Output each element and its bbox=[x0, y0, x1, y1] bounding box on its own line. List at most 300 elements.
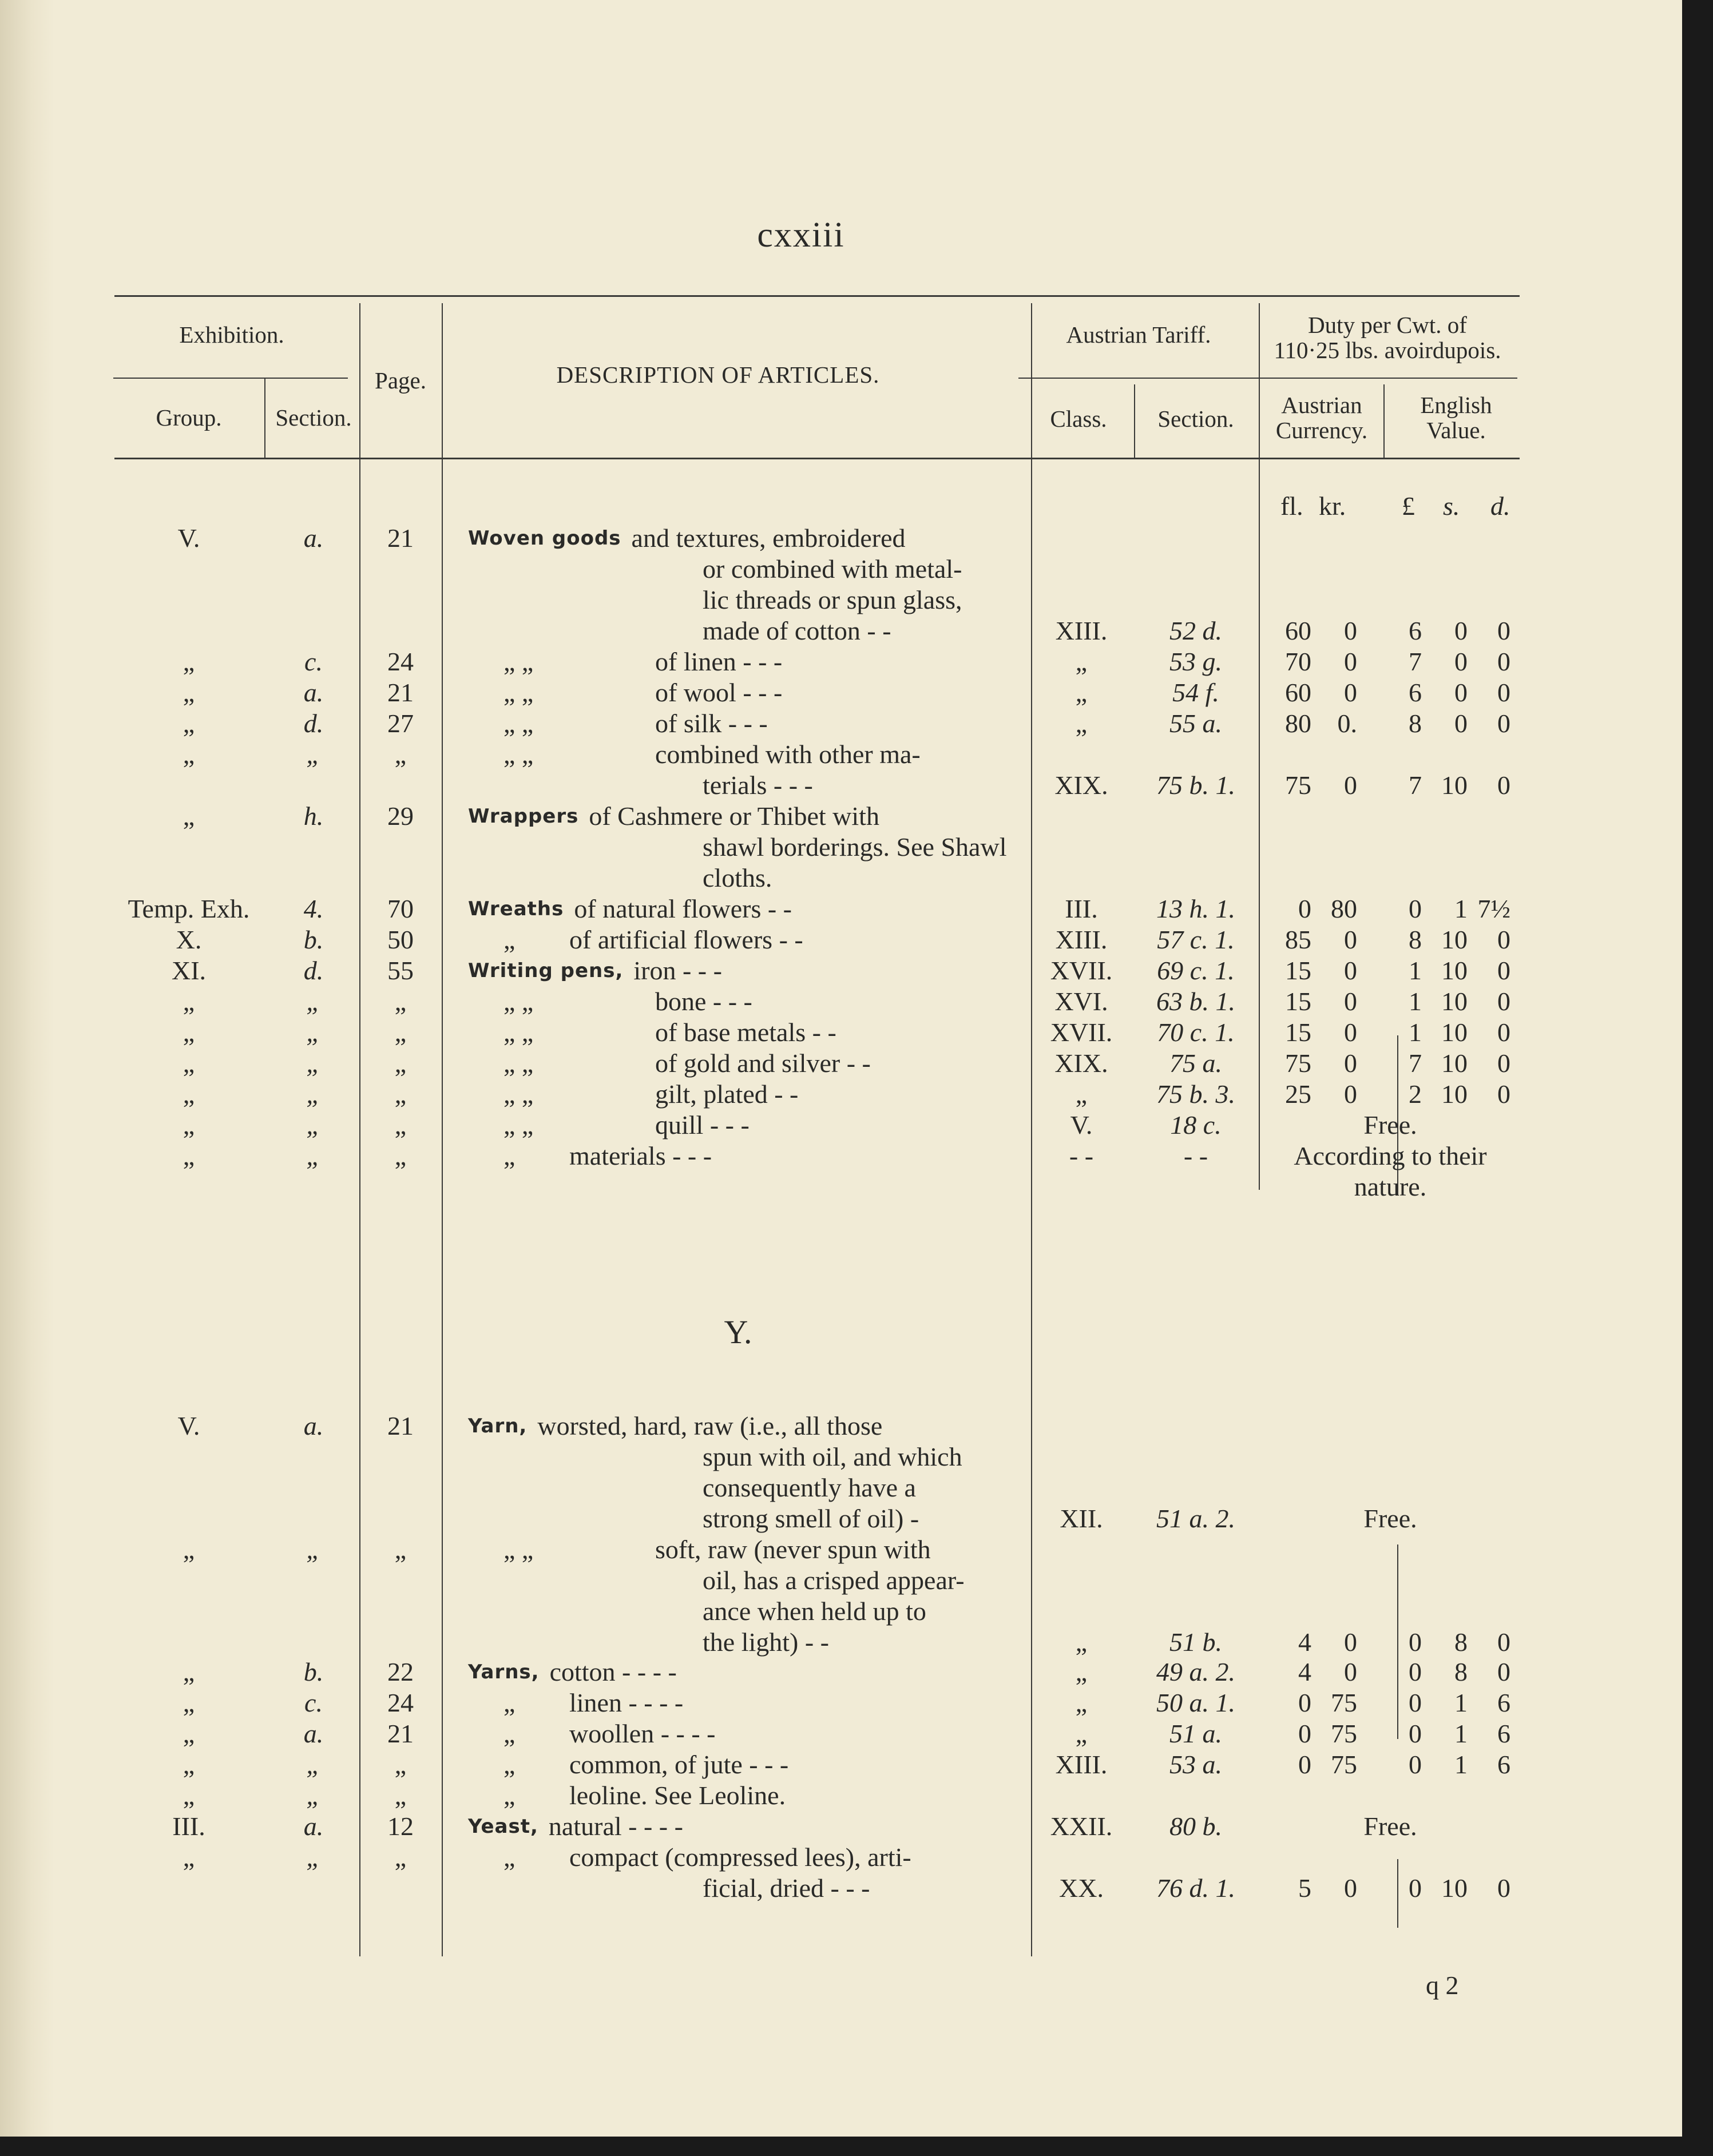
row-class: III. bbox=[1065, 894, 1098, 923]
row-duty-note-continued: nature. bbox=[1354, 1172, 1427, 1201]
row-ditto: „ bbox=[503, 1843, 516, 1872]
row-shillings: 10 bbox=[1441, 1079, 1468, 1109]
row-florins: 0 bbox=[1298, 1688, 1311, 1717]
row-florins: 15 bbox=[1285, 1018, 1311, 1047]
row-page: 70 bbox=[387, 894, 414, 923]
row-description-line: linen - - - - bbox=[569, 1688, 684, 1717]
row-tariff-section: 80 b. bbox=[1169, 1812, 1222, 1841]
row-kreuzer: 0 bbox=[1344, 1079, 1357, 1109]
header-duty-line1: Duty per Cwt. of bbox=[1308, 312, 1467, 338]
row-page: 24 bbox=[387, 647, 414, 676]
row-tariff-section: 18 c. bbox=[1170, 1110, 1222, 1139]
row-pence: 6 bbox=[1497, 1688, 1510, 1717]
currency-divider-fragment-3 bbox=[1397, 1859, 1398, 1928]
row-shillings: 10 bbox=[1441, 956, 1468, 985]
row-florins: 0 bbox=[1298, 1750, 1311, 1779]
row-description-line: lic threads or spun glass, bbox=[703, 585, 962, 614]
header-class: Class. bbox=[1050, 406, 1107, 432]
row-group: „ bbox=[183, 678, 195, 707]
header-austrian-tariff: Austrian Tariff. bbox=[1066, 321, 1211, 348]
header-english-value-1: English bbox=[1420, 392, 1492, 418]
row-description-line: or combined with metal- bbox=[703, 554, 962, 583]
row-page: „ bbox=[394, 1079, 407, 1109]
row-page: „ bbox=[394, 987, 407, 1016]
row-shillings: 1 bbox=[1454, 1750, 1468, 1779]
row-class: „ bbox=[1075, 1079, 1088, 1109]
row-description-line: iron - - - bbox=[633, 956, 722, 985]
header-english-value-2: Value. bbox=[1426, 417, 1486, 443]
row-section: „ bbox=[306, 987, 321, 1016]
row-page: 24 bbox=[387, 1688, 414, 1717]
row-florins: 4 bbox=[1298, 1627, 1311, 1657]
row-duty-note: Free. bbox=[1363, 1812, 1417, 1841]
row-pounds: 1 bbox=[1409, 956, 1422, 985]
row-pounds: 8 bbox=[1409, 709, 1422, 738]
row-description-line: soft, raw (never spun with bbox=[655, 1535, 931, 1564]
row-pounds: 1 bbox=[1409, 1018, 1422, 1047]
row-ditto: „ „ bbox=[503, 647, 534, 676]
row-pence: 0 bbox=[1497, 771, 1510, 800]
row-description-line: of wool - - - bbox=[655, 678, 783, 707]
row-section: d. bbox=[303, 956, 324, 985]
row-pence: 0 bbox=[1497, 987, 1510, 1016]
row-ditto: „ „ bbox=[503, 1018, 534, 1047]
row-florins: 80 bbox=[1285, 709, 1311, 738]
page-desc-divider bbox=[442, 303, 443, 1956]
row-pounds: 0 bbox=[1409, 1719, 1422, 1748]
row-pence: 0 bbox=[1497, 956, 1510, 985]
unit-shilling: s. bbox=[1443, 491, 1460, 521]
row-tariff-section: 70 c. 1. bbox=[1157, 1018, 1235, 1047]
row-shillings: 1 bbox=[1454, 1719, 1468, 1748]
group-section-divider bbox=[264, 379, 265, 459]
row-tariff-section: 63 b. 1. bbox=[1156, 987, 1235, 1016]
row-description-line: of silk - - - bbox=[655, 709, 768, 738]
row-ditto: „ bbox=[503, 1781, 516, 1810]
row-pounds: 7 bbox=[1409, 647, 1422, 676]
row-description-line: ficial, dried - - - bbox=[703, 1873, 870, 1903]
row-florins: 60 bbox=[1285, 678, 1311, 707]
row-duty-note: Free. bbox=[1363, 1110, 1417, 1139]
row-section: „ bbox=[306, 1535, 321, 1564]
row-pounds: 0 bbox=[1409, 894, 1422, 923]
row-shillings: 0 bbox=[1454, 647, 1468, 676]
row-shillings: 10 bbox=[1441, 925, 1468, 954]
row-shillings: 8 bbox=[1454, 1657, 1468, 1686]
row-page: 12 bbox=[387, 1812, 414, 1841]
row-group: „ bbox=[183, 1079, 195, 1109]
row-keyword: Writing pens, bbox=[468, 959, 624, 982]
row-shillings: 1 bbox=[1454, 894, 1468, 923]
row-shillings: 10 bbox=[1441, 987, 1468, 1016]
class-section-divider bbox=[1134, 384, 1135, 458]
row-group: „ bbox=[183, 1750, 195, 1779]
row-florins: 85 bbox=[1285, 925, 1311, 954]
header-exhibition: Exhibition. bbox=[179, 321, 284, 348]
row-tariff-section: 75 b. 3. bbox=[1156, 1079, 1235, 1109]
row-page: 21 bbox=[387, 523, 414, 553]
row-page: „ bbox=[394, 1049, 407, 1078]
row-class: XIX. bbox=[1054, 771, 1108, 800]
tariff-duty-divider bbox=[1259, 303, 1260, 1190]
row-page: „ bbox=[394, 1781, 407, 1810]
row-kreuzer: 75 bbox=[1331, 1719, 1357, 1748]
row-ditto: „ bbox=[503, 1141, 516, 1170]
row-page: „ bbox=[394, 1843, 407, 1872]
row-tariff-section: 55 a. bbox=[1169, 709, 1222, 738]
row-class: „ bbox=[1075, 647, 1088, 676]
header-description: DESCRIPTION OF ARTICLES. bbox=[556, 362, 880, 388]
row-shillings: 1 bbox=[1454, 1688, 1468, 1717]
row-pence: 0 bbox=[1497, 1627, 1510, 1657]
row-pounds: 2 bbox=[1409, 1079, 1422, 1109]
row-ditto: „ bbox=[503, 1750, 516, 1779]
row-group: V. bbox=[177, 523, 200, 553]
row-class: XIII. bbox=[1055, 616, 1108, 645]
row-section: h. bbox=[303, 801, 324, 831]
row-pence: 0 bbox=[1497, 1657, 1510, 1686]
row-pence: 0 bbox=[1497, 1873, 1510, 1903]
unit-fl: fl. bbox=[1280, 491, 1303, 521]
row-group: „ bbox=[183, 1141, 195, 1170]
row-group: X. bbox=[176, 925, 202, 954]
page-spine-shadow bbox=[0, 0, 54, 2137]
section-letter-y: Y. bbox=[724, 1313, 752, 1351]
row-tariff-section: 51 b. bbox=[1169, 1627, 1222, 1657]
row-ditto: „ „ bbox=[503, 1535, 534, 1564]
row-section: a. bbox=[303, 1411, 324, 1440]
row-description-line: terials - - - bbox=[703, 771, 813, 800]
header-tariff-section: Section. bbox=[1157, 406, 1234, 432]
row-page: „ bbox=[394, 1535, 407, 1564]
row-page: 21 bbox=[387, 1719, 414, 1748]
row-section: 4. bbox=[303, 894, 324, 923]
row-description-line: of artificial flowers - - bbox=[569, 925, 803, 954]
row-florins: 15 bbox=[1285, 956, 1311, 985]
row-group: III. bbox=[172, 1812, 205, 1841]
row-keyword: Yarns, bbox=[468, 1661, 540, 1683]
row-group: „ bbox=[183, 801, 195, 831]
row-group: „ bbox=[183, 1843, 195, 1872]
row-section: „ bbox=[306, 1018, 321, 1047]
row-kreuzer: 0 bbox=[1344, 678, 1357, 707]
row-kreuzer: 0. bbox=[1337, 709, 1357, 738]
row-class: „ bbox=[1075, 678, 1088, 707]
row-pounds: 0 bbox=[1409, 1873, 1422, 1903]
row-florins: 75 bbox=[1285, 1049, 1311, 1078]
row-pence: 0 bbox=[1497, 616, 1510, 645]
row-kreuzer: 75 bbox=[1331, 1688, 1357, 1717]
row-description-line: of Cashmere or Thibet with bbox=[589, 801, 879, 831]
row-keyword: Yarn, bbox=[468, 1415, 528, 1438]
row-tariff-section: 75 b. 1. bbox=[1156, 771, 1235, 800]
row-duty-note: According to their bbox=[1294, 1141, 1487, 1170]
row-pence: 0 bbox=[1497, 1079, 1510, 1109]
row-section: „ bbox=[306, 1843, 321, 1872]
currency-divider-fragment-2 bbox=[1397, 1544, 1398, 1739]
row-pence: 0 bbox=[1497, 647, 1510, 676]
row-pounds: 7 bbox=[1409, 771, 1422, 800]
row-class: „ bbox=[1075, 709, 1088, 738]
row-description-line: of linen - - - bbox=[655, 647, 783, 676]
row-tariff-section: 53 a. bbox=[1169, 1750, 1222, 1779]
row-class: XIII. bbox=[1055, 925, 1108, 954]
row-florins: 70 bbox=[1285, 647, 1311, 676]
row-florins: 15 bbox=[1285, 987, 1311, 1016]
row-class: XX. bbox=[1059, 1873, 1104, 1903]
table-top-rule bbox=[114, 295, 1520, 297]
row-description-line: oil, has a crisped appear- bbox=[703, 1566, 965, 1595]
row-section: b. bbox=[303, 925, 324, 954]
row-description-line: of natural flowers - - bbox=[574, 894, 792, 923]
row-group: „ bbox=[183, 1049, 195, 1078]
row-pounds: 6 bbox=[1409, 616, 1422, 645]
header-section: Section. bbox=[275, 404, 352, 431]
row-florins: 75 bbox=[1285, 771, 1311, 800]
row-tariff-section: 51 a. 2. bbox=[1156, 1504, 1235, 1533]
row-class: XXII. bbox=[1050, 1812, 1113, 1841]
row-keyword: Yeast, bbox=[468, 1815, 538, 1838]
row-ditto: „ „ bbox=[503, 1110, 534, 1139]
row-description-line: and textures, embroidered bbox=[631, 523, 906, 553]
row-class: „ bbox=[1075, 1719, 1088, 1748]
row-kreuzer: 0 bbox=[1344, 616, 1357, 645]
row-ditto: „ „ bbox=[503, 709, 534, 738]
currency-english-divider bbox=[1383, 384, 1385, 458]
row-pounds: 0 bbox=[1409, 1750, 1422, 1779]
row-florins: 25 bbox=[1285, 1079, 1311, 1109]
row-group: „ bbox=[183, 1719, 195, 1748]
row-description-line: cloths. bbox=[703, 863, 772, 892]
row-ditto: „ „ bbox=[503, 1049, 534, 1078]
row-tariff-section: 50 a. 1. bbox=[1156, 1688, 1235, 1717]
row-tariff-section: 52 d. bbox=[1169, 616, 1222, 645]
row-tariff-section: 13 h. 1. bbox=[1156, 894, 1235, 923]
row-tariff-section: 57 c. 1. bbox=[1157, 925, 1235, 954]
row-shillings: 0 bbox=[1454, 678, 1468, 707]
row-group: XI. bbox=[171, 956, 207, 985]
row-pounds: 1 bbox=[1409, 987, 1422, 1016]
row-group: V. bbox=[177, 1411, 200, 1440]
row-florins: 0 bbox=[1298, 894, 1311, 923]
row-pence: 7½ bbox=[1477, 894, 1510, 923]
row-kreuzer: 0 bbox=[1344, 925, 1357, 954]
row-pence: 0 bbox=[1497, 678, 1510, 707]
row-pounds: 6 bbox=[1409, 678, 1422, 707]
row-section: a. bbox=[303, 678, 324, 707]
row-keyword: Wrappers bbox=[468, 805, 579, 828]
row-description-line: of gold and silver - - bbox=[655, 1049, 871, 1078]
row-section: „ bbox=[306, 1110, 321, 1139]
exhibition-subrule bbox=[113, 378, 348, 379]
row-section: a. bbox=[303, 1812, 324, 1841]
row-pounds: 0 bbox=[1409, 1688, 1422, 1717]
row-class: „ bbox=[1075, 1657, 1088, 1686]
row-section: a. bbox=[303, 1719, 324, 1748]
row-kreuzer: 0 bbox=[1344, 956, 1357, 985]
row-section: a. bbox=[303, 523, 324, 553]
row-description-line: cotton - - - - bbox=[549, 1657, 677, 1686]
row-pounds: 0 bbox=[1409, 1627, 1422, 1657]
row-shillings: 10 bbox=[1441, 1018, 1468, 1047]
row-ditto: „ „ bbox=[503, 987, 534, 1016]
row-section: „ bbox=[306, 1049, 321, 1078]
row-description-line: ance when held up to bbox=[703, 1597, 926, 1626]
row-group: „ bbox=[183, 1018, 195, 1047]
row-ditto: „ „ bbox=[503, 740, 534, 769]
header-austrian-currency-1: Austrian bbox=[1281, 392, 1362, 418]
row-page: „ bbox=[394, 1750, 407, 1779]
row-ditto: „ bbox=[503, 1719, 516, 1748]
row-group: „ bbox=[183, 1535, 195, 1564]
row-description-line: common, of jute - - - bbox=[569, 1750, 789, 1779]
row-description-line: leoline. See Leoline. bbox=[569, 1781, 786, 1810]
row-group: „ bbox=[183, 987, 195, 1016]
row-description-line: shawl borderings. See Shawl bbox=[703, 832, 1007, 861]
tariff-subrule bbox=[1018, 378, 1517, 379]
row-pounds: 7 bbox=[1409, 1049, 1422, 1078]
row-pence: 0 bbox=[1497, 925, 1510, 954]
row-ditto: „ bbox=[503, 1688, 516, 1717]
row-kreuzer: 0 bbox=[1344, 647, 1357, 676]
row-section: „ bbox=[306, 1750, 321, 1779]
row-pence: 0 bbox=[1497, 1049, 1510, 1078]
row-class: XVII. bbox=[1050, 1018, 1113, 1047]
row-tariff-section: 53 g. bbox=[1169, 647, 1222, 676]
row-shillings: 10 bbox=[1441, 1049, 1468, 1078]
footer-signature: q 2 bbox=[1426, 1971, 1459, 2000]
row-kreuzer: 0 bbox=[1344, 1049, 1357, 1078]
row-page: „ bbox=[394, 740, 407, 769]
row-group: „ bbox=[183, 1657, 195, 1686]
row-class: „ bbox=[1075, 1688, 1088, 1717]
header-austrian-currency-2: Currency. bbox=[1275, 417, 1368, 443]
row-group: „ bbox=[183, 1110, 195, 1139]
row-group: „ bbox=[183, 709, 195, 738]
row-description-line: made of cotton - - bbox=[703, 616, 891, 645]
header-group: Group. bbox=[156, 404, 222, 431]
row-kreuzer: 0 bbox=[1344, 1627, 1357, 1657]
header-bottom-rule bbox=[114, 458, 1520, 459]
row-shillings: 10 bbox=[1441, 771, 1468, 800]
row-page: 55 bbox=[387, 956, 414, 985]
row-duty-note: Free. bbox=[1363, 1504, 1417, 1533]
row-description-line: consequently have a bbox=[703, 1473, 916, 1502]
row-section: b. bbox=[303, 1657, 324, 1686]
unit-pence: d. bbox=[1490, 491, 1510, 521]
row-shillings: 8 bbox=[1454, 1627, 1468, 1657]
row-description-line: combined with other ma- bbox=[655, 740, 921, 769]
row-description-line: materials - - - bbox=[569, 1141, 712, 1170]
row-shillings: 10 bbox=[1441, 1873, 1468, 1903]
row-group: „ bbox=[183, 1781, 195, 1810]
row-description-line: the light) - - bbox=[703, 1627, 829, 1657]
row-tariff-section: 75 a. bbox=[1169, 1049, 1222, 1078]
row-description-line: quill - - - bbox=[655, 1110, 750, 1139]
row-group: Temp. Exh. bbox=[128, 894, 250, 923]
desc-class-divider bbox=[1031, 303, 1032, 1956]
section-page-divider bbox=[359, 303, 360, 1956]
header-page: Page. bbox=[375, 367, 426, 394]
row-florins: 0 bbox=[1298, 1719, 1311, 1748]
unit-pound: £ bbox=[1402, 491, 1415, 521]
row-tariff-section: 54 f. bbox=[1172, 678, 1219, 707]
row-shillings: 0 bbox=[1454, 709, 1468, 738]
row-tariff-section: 49 a. 2. bbox=[1156, 1657, 1235, 1686]
row-keyword: Woven goods bbox=[468, 527, 621, 550]
row-kreuzer: 80 bbox=[1331, 894, 1357, 923]
row-pence: 0 bbox=[1497, 1018, 1510, 1047]
row-class: XIII. bbox=[1055, 1750, 1108, 1779]
row-ditto: „ „ bbox=[503, 678, 534, 707]
row-class: XIX. bbox=[1054, 1049, 1108, 1078]
row-section: „ bbox=[306, 1781, 321, 1810]
row-group: „ bbox=[183, 740, 195, 769]
unit-kr: kr. bbox=[1319, 491, 1346, 521]
row-section: d. bbox=[303, 709, 324, 738]
page-number: cxxiii bbox=[757, 216, 845, 255]
row-description-line: woollen - - - - bbox=[569, 1719, 716, 1748]
row-ditto: „ „ bbox=[503, 1079, 534, 1109]
row-florins: 4 bbox=[1298, 1657, 1311, 1686]
row-page: 22 bbox=[387, 1657, 414, 1686]
row-florins: 5 bbox=[1298, 1873, 1311, 1903]
row-tariff-section: 76 d. 1. bbox=[1156, 1873, 1235, 1903]
row-page: „ bbox=[394, 1141, 407, 1170]
row-page: 27 bbox=[387, 709, 414, 738]
row-description-line: worsted, hard, raw (i.e., all those bbox=[537, 1411, 883, 1440]
row-shillings: 0 bbox=[1454, 616, 1468, 645]
row-page: 50 bbox=[387, 925, 414, 954]
row-group: „ bbox=[183, 1688, 195, 1717]
row-class: - - bbox=[1069, 1141, 1094, 1170]
row-class: V. bbox=[1070, 1110, 1093, 1139]
row-page: „ bbox=[394, 1110, 407, 1139]
header-duty-line2: 110·25 lbs. avoirdupois. bbox=[1274, 337, 1501, 363]
row-pounds: 0 bbox=[1409, 1657, 1422, 1686]
row-section: c. bbox=[304, 1688, 323, 1717]
row-pounds: 8 bbox=[1409, 925, 1422, 954]
row-kreuzer: 0 bbox=[1344, 987, 1357, 1016]
row-description-line: of base metals - - bbox=[655, 1018, 836, 1047]
row-class: XII. bbox=[1060, 1504, 1103, 1533]
row-kreuzer: 75 bbox=[1331, 1750, 1357, 1779]
row-pence: 0 bbox=[1497, 709, 1510, 738]
row-description-line: spun with oil, and which bbox=[703, 1442, 962, 1471]
row-class: XVII. bbox=[1050, 956, 1113, 985]
row-description-line: bone - - - bbox=[655, 987, 752, 1016]
row-section: „ bbox=[306, 1079, 321, 1109]
row-description-line: natural - - - - bbox=[548, 1812, 683, 1841]
row-tariff-section: 69 c. 1. bbox=[1157, 956, 1235, 985]
row-section: „ bbox=[306, 1141, 321, 1170]
row-tariff-section: 51 a. bbox=[1169, 1719, 1222, 1748]
row-ditto: „ bbox=[503, 925, 516, 954]
row-tariff-section: - - bbox=[1183, 1141, 1208, 1170]
row-page: 21 bbox=[387, 678, 414, 707]
row-description-line: strong smell of oil) - bbox=[703, 1504, 919, 1533]
row-kreuzer: 0 bbox=[1344, 1018, 1357, 1047]
row-kreuzer: 0 bbox=[1344, 1657, 1357, 1686]
row-description-line: compact (compressed lees), arti- bbox=[569, 1843, 911, 1872]
row-pence: 6 bbox=[1497, 1719, 1510, 1748]
row-description-line: gilt, plated - - bbox=[655, 1079, 799, 1109]
row-class: XVI. bbox=[1054, 987, 1108, 1016]
row-page: 21 bbox=[387, 1411, 414, 1440]
row-keyword: Wreaths bbox=[468, 898, 564, 920]
row-pence: 6 bbox=[1497, 1750, 1510, 1779]
row-page: 29 bbox=[387, 801, 414, 831]
